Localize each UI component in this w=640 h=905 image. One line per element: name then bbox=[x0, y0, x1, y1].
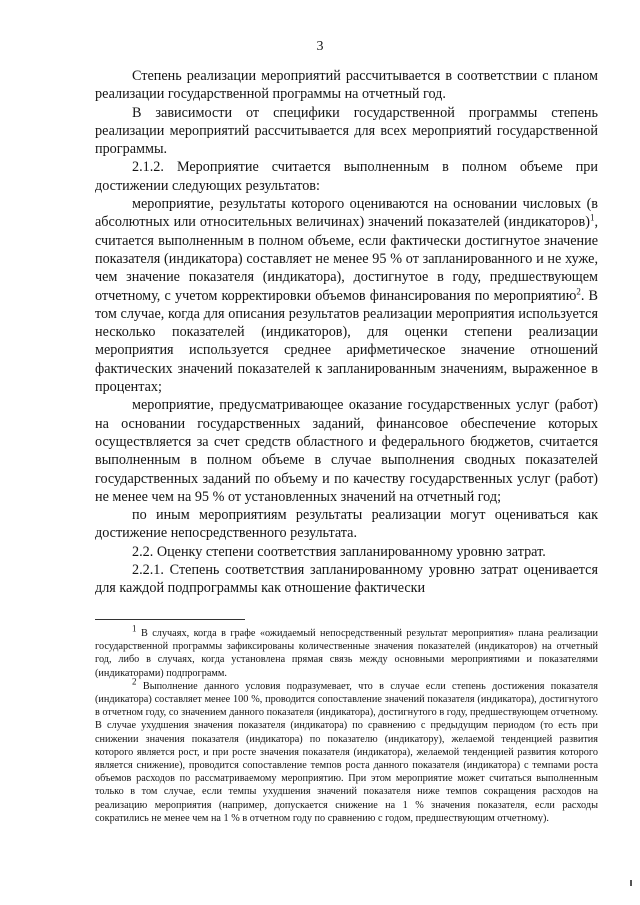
paragraph-with-footnote-refs bbox=[95, 195, 598, 396]
footnote bbox=[95, 623, 598, 680]
paragraph-text: . В том случае, когда для описания результатов реализации мероприятия используется несколько показателей (индикаторов), для оценки степени реализации мероприятия используется среднее арифметическое значение отношений фактических значений показателей к запланированным значениям, выраженное в процентах; bbox=[95, 287, 599, 396]
paragraph: мероприятие, предусматривающее оказание государственных услуг (работ) на основании государственных заданий, финансовое обеспечение которых осуществляется за счет средств областного и федерального бюджетов, считается выполненным в полном объеме в случае выполнения сводных показателей государственных заданий по объему и по качеству государственных услуг (работ) не менее чем на 95 % от установленных значений на отчетный год; bbox=[95, 397, 598, 505]
footnote bbox=[95, 676, 598, 825]
footnotes bbox=[95, 623, 598, 825]
paragraph: 2.1.2. Мероприятие считается выполненным в полном объеме при достижении следующих результатов: bbox=[95, 159, 598, 194]
scan-edge-mark bbox=[630, 880, 632, 886]
footnote-ref: 2 bbox=[576, 285, 581, 296]
page-number: 3 bbox=[316, 39, 324, 54]
footnote-text: В случаях, когда в графе «ожидаемый непосредственный результат мероприятия» плана реализации государственной программы зафиксированы количественные значения показателей (индикаторов) на отчетный год, либо в случаях, когда установлена прямая связь между основными мероприятиями и показателями (индикаторами) подпрограмм. bbox=[95, 628, 598, 679]
paragraph: по иным мероприятиям результаты реализации могут оцениваться как достижение непосредственного результата. bbox=[95, 507, 598, 542]
footnote-mark: 1 bbox=[132, 623, 137, 634]
paragraph: 2.2. Оценку степени соответствия запланированному уровню затрат. bbox=[132, 543, 546, 560]
paragraph: 2.2.1. Степень соответствия запланированному уровню затрат оценивается для каждой подпрограммы как отношение фактически bbox=[95, 562, 598, 597]
footnote-ref: 1 bbox=[589, 212, 595, 223]
footnote-mark: 2 bbox=[132, 676, 137, 687]
footnote-separator bbox=[95, 619, 245, 620]
body-text bbox=[95, 67, 598, 598]
paragraph-text: , считается выполненным в полном объеме, если фактически достигнутое значение показателя (индикатора) составляет не менее 95 % от запланированного и не хуже, чем значение показателя (индикатора), достигнутое в году, предшествующем отчетному, с учетом корректировки объемов финансирования по мероприятию bbox=[95, 214, 598, 304]
paragraph-text: мероприятие, результаты которого оцениваются на основании числовых (в абсолютных или относительных величинах) значений показателей (индикаторов) bbox=[95, 196, 598, 231]
paragraph: В зависимости от специфики государственной программы степень реализации мероприятий рассчитывается для всех мероприятий государственной программы. bbox=[95, 104, 598, 158]
paragraph: Степень реализации мероприятий рассчитывается в соответствии с планом реализации государственной программы на отчетный год. bbox=[95, 68, 598, 103]
footnote-text: Выполнение данного условия подразумевает, что в случае если степень достижения показателя (индикатора) составляет менее 100 %, проводится сопоставление значений показателя (индикатора), достигнутого в отчетном году, со значением данного показателя (индикатора), достигнутого в году, предшествующем отчетному. В случае ухудшения значения показателя (индикатора) по сравнению с предыдущим периодом (то есть при снижении значения показателя (индикатора) по показателю (индикатору), желаемой тенденцией развития которого является рост, и при росте значения показателя (индикатора), желаемой тенденцией развития которого является снижение), проводится сопоставление темпов роста данного показателя (индикатора) с темпами роста объемов расходов по рассматриваемому мероприятию. При этом мероприятие может считаться выполненным только в том случае, если темпы ухудшения значений показателя ниже темпов сокращения расходов на реализацию мероприятия (например, допускается снижение на 1 % значения показателя, если расходы сократились не менее чем на 1 % в отчетном году по сравнению с годом, предшествующим отчетному). bbox=[95, 680, 598, 824]
